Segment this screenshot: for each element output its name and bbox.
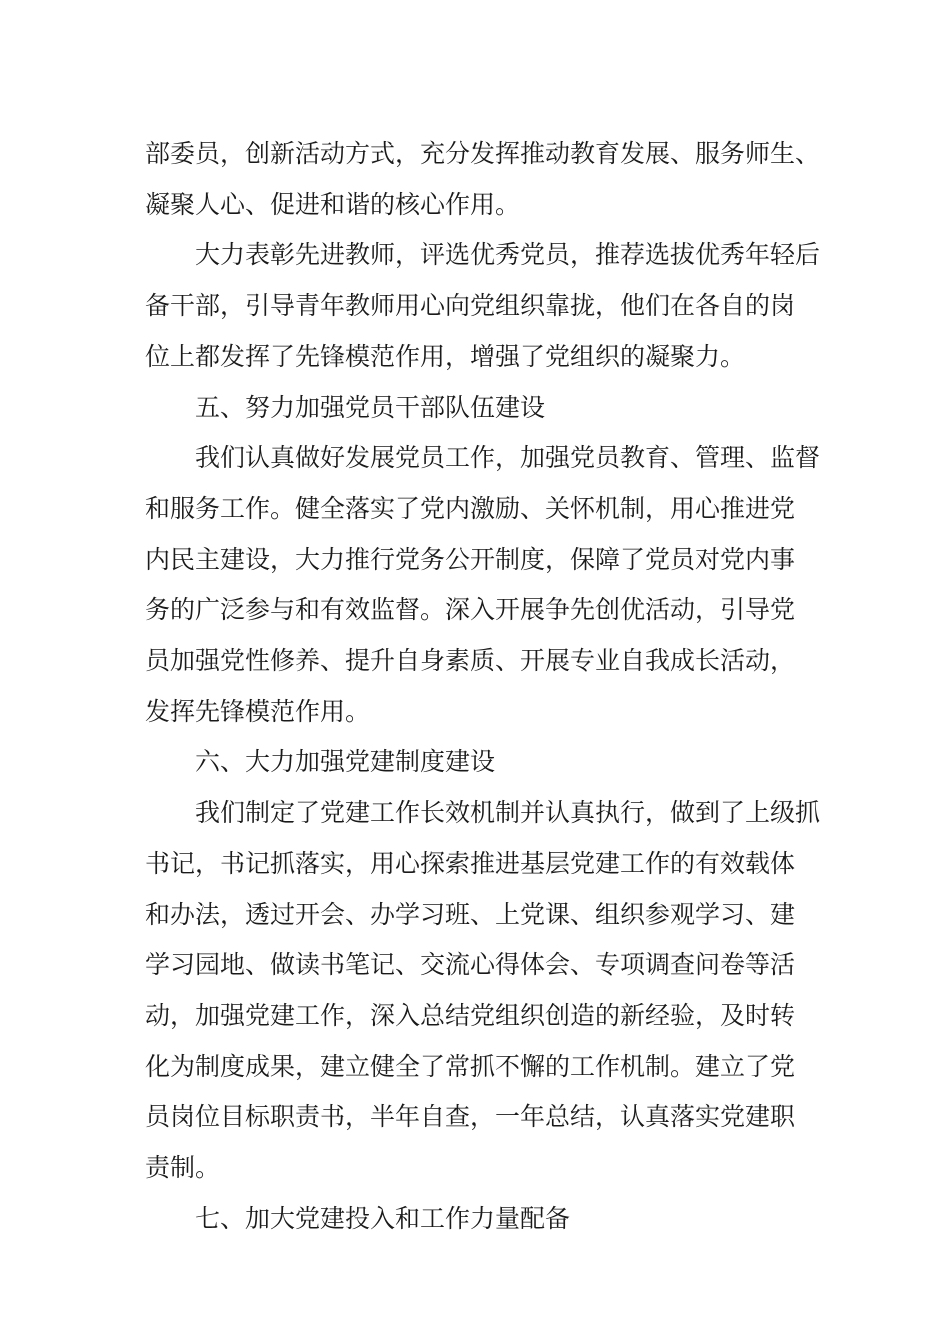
paragraph	[145, 433, 821, 737]
text-line: 书记，书记抓落实，用心探索推进基层党建工作的有效载体	[145, 848, 796, 878]
text-line: 备干部，引导青年教师用心向党组织靠拢，他们在各自的岗	[145, 291, 796, 321]
text-line: 学习园地、做读书笔记、交流心得体会、专项调查问卷等活	[145, 950, 796, 980]
text-line: 大力表彰先进教师，评选优秀党员，推荐选拔优秀年轻后	[195, 240, 821, 270]
text-line: 员岗位目标职责书，半年自查，一年总结，认真落实党建职	[145, 1102, 796, 1132]
paragraph	[145, 230, 821, 382]
text-line: 化为制度成果，建立健全了常抓不懈的工作机制。建立了党	[145, 1051, 796, 1081]
section-heading	[145, 1194, 795, 1245]
paragraph-continuation	[145, 129, 821, 230]
text-line: 部委员，创新活动方式，充分发挥推动教育发展、服务师生、	[145, 139, 821, 168]
text-line: 凝聚人心、促进和谐的核心作用。	[145, 189, 521, 219]
text-line: 责制。	[145, 1153, 221, 1183]
paragraph	[145, 788, 821, 1194]
heading-text: 七、加大党建投入和工作力量配备	[195, 1203, 571, 1233]
text-line: 位上都发挥了先锋模范作用，增强了党组织的凝聚力。	[145, 341, 746, 371]
section-heading	[145, 383, 795, 434]
text-line: 动，加强党建工作，深入总结党组织创造的新经验，及时转	[145, 1000, 796, 1030]
section-heading	[145, 737, 795, 788]
heading-text: 六、大力加强党建制度建设	[195, 747, 496, 777]
heading-text: 五、努力加强党员干部队伍建设	[195, 392, 546, 422]
text-line: 和服务工作。健全落实了党内激励、关怀机制，用心推进党	[145, 493, 796, 523]
text-line: 和办法，透过开会、办学习班、上党课、组织参观学习、建	[145, 899, 796, 929]
text-line: 务的广泛参与和有效监督。深入开展争先创优活动，引导党	[145, 595, 796, 625]
document-page	[145, 129, 821, 1244]
text-line: 员加强党性修养、提升自身素质、开展专业自我成长活动，	[145, 646, 796, 676]
text-line: 我们认真做好发展党员工作，加强党员教育、管理、监督	[195, 443, 821, 473]
text-line: 发挥先锋模范作用。	[145, 696, 371, 726]
text-line: 内民主建设，大力推行党务公开制度，保障了党员对党内事	[145, 544, 796, 574]
text-line: 我们制定了党建工作长效机制并认真执行，做到了上级抓	[195, 798, 821, 828]
